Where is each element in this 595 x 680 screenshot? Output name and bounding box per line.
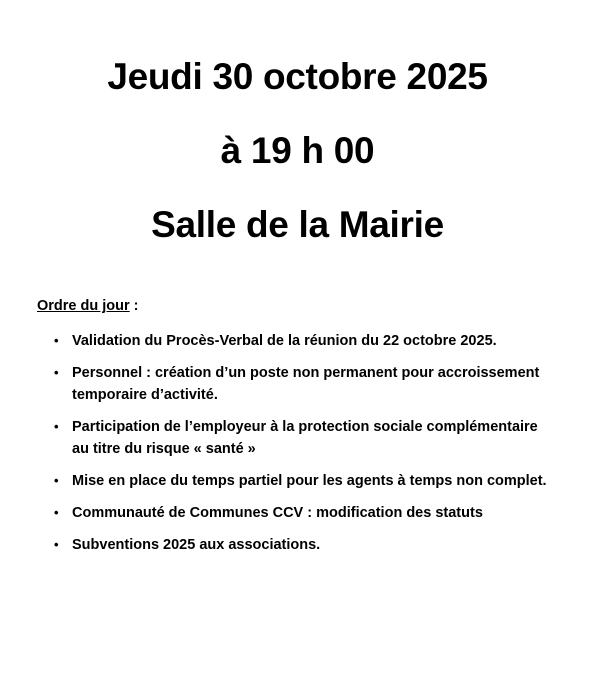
agenda-section xyxy=(37,296,557,566)
agenda-list xyxy=(37,330,557,556)
agenda-title: Ordre du jour xyxy=(37,298,130,314)
agenda-item-text: Subventions 2025 aux associations. xyxy=(72,537,321,553)
agenda-item xyxy=(37,362,557,406)
meeting-header xyxy=(0,40,595,262)
bullet-icon: • xyxy=(54,365,59,380)
meeting-date: Jeudi 30 octobre 2025 xyxy=(107,56,488,97)
agenda-item xyxy=(37,470,557,492)
agenda-title-suffix: : xyxy=(129,298,139,314)
agenda-heading xyxy=(37,296,557,316)
bullet-icon: • xyxy=(54,473,59,488)
agenda-item-text: Participation de l’employeur à la protection sociale complémentaire au titre du risque « santé » xyxy=(72,419,538,457)
agenda-item xyxy=(37,502,557,524)
bullet-icon: • xyxy=(54,419,59,434)
agenda-item-text: Personnel : création d’un poste non permanent pour accroissement temporaire d’activité. xyxy=(72,365,540,403)
agenda-item xyxy=(37,534,557,556)
meeting-place: Salle de la Mairie xyxy=(151,204,444,245)
bullet-icon: • xyxy=(54,505,59,520)
bullet-icon: • xyxy=(54,537,59,552)
agenda-item xyxy=(37,330,557,352)
agenda-item-text: Mise en place du temps partiel pour les agents à temps non complet. xyxy=(72,473,547,489)
bullet-icon: • xyxy=(54,333,59,348)
agenda-item-text: Communauté de Communes CCV : modification des statuts xyxy=(72,505,483,521)
agenda-item-text: Validation du Procès-Verbal de la réunion du 22 octobre 2025. xyxy=(72,333,497,349)
agenda-item xyxy=(37,416,557,460)
meeting-time: à 19 h 00 xyxy=(220,130,375,171)
